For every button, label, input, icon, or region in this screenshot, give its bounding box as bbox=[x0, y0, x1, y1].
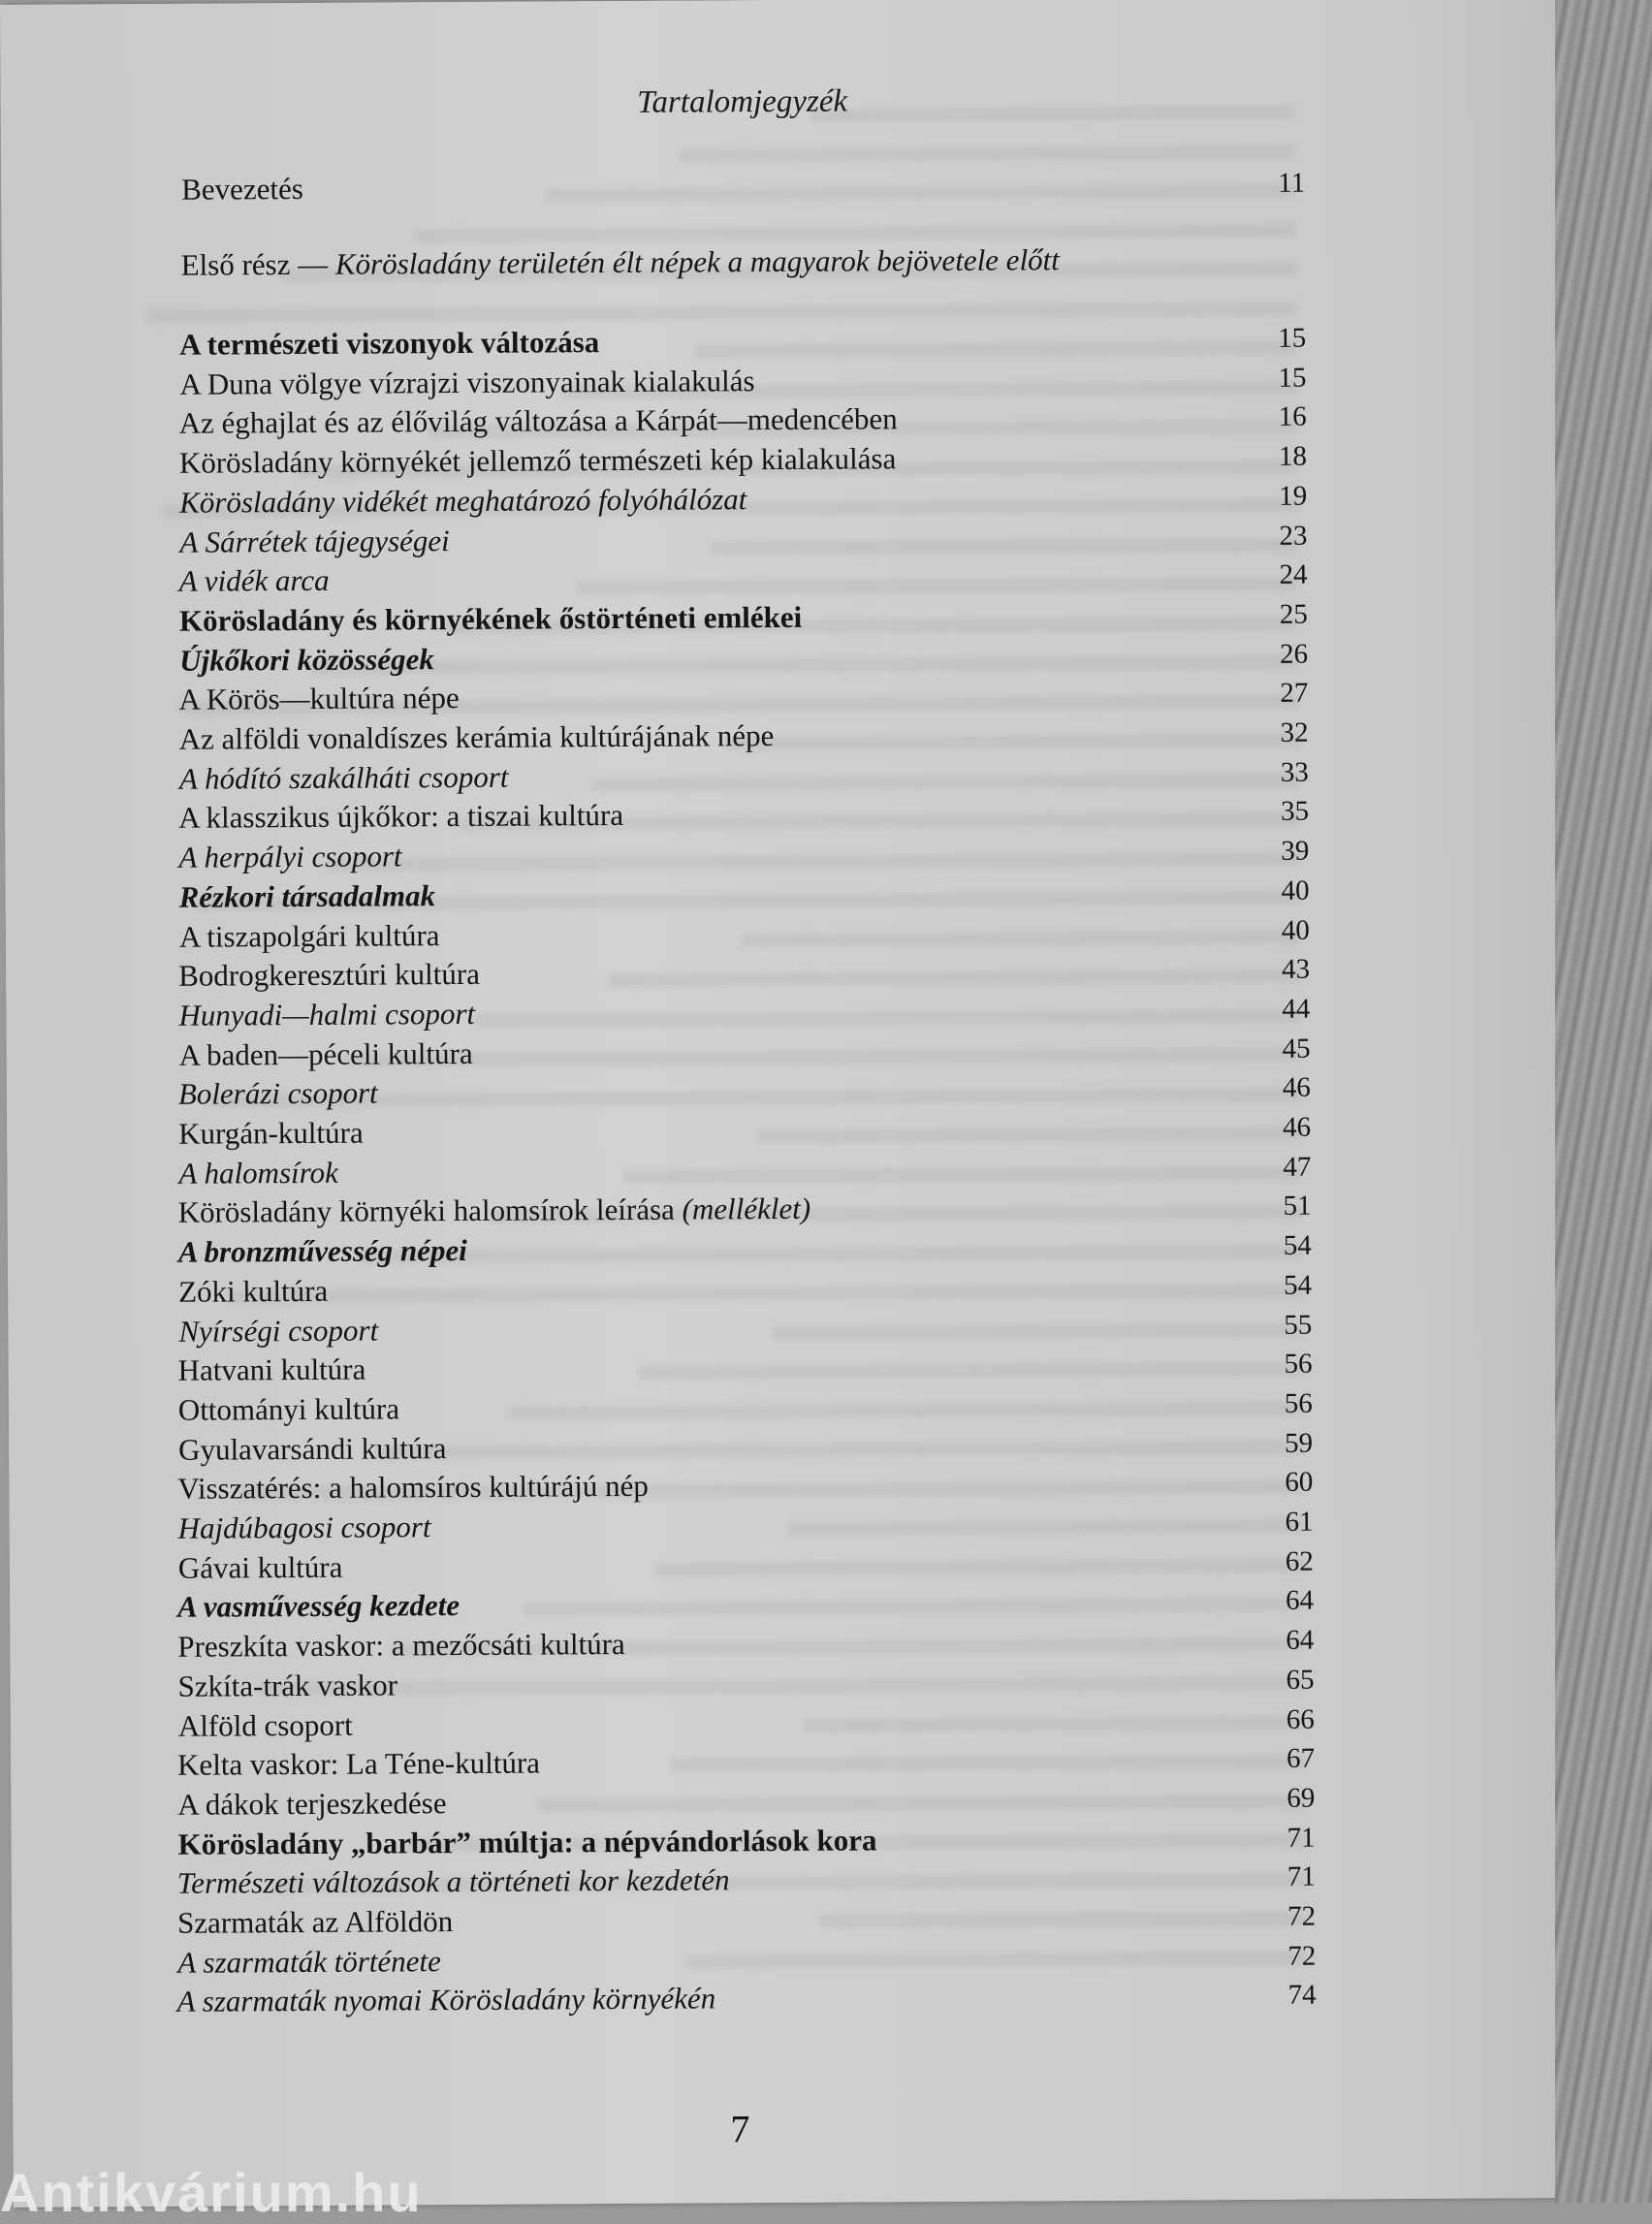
toc-entry bbox=[179, 911, 1310, 957]
toc-entry-page: 44 bbox=[1282, 993, 1311, 1025]
toc-entry-title-text: Nyírségi csoport bbox=[178, 1313, 379, 1349]
toc-entry-title bbox=[179, 362, 754, 404]
toc-entry bbox=[179, 714, 1309, 759]
toc-entry-title bbox=[178, 1312, 378, 1351]
toc-entry-title-text: A szarmaták nyomai Körösladány környékén bbox=[176, 1981, 716, 2018]
toc-entry-title bbox=[177, 1467, 649, 1509]
background-surface bbox=[1555, 0, 1652, 2203]
toc-entry bbox=[179, 872, 1310, 917]
toc-entry bbox=[178, 990, 1310, 1035]
toc-entry-page: 25 bbox=[1279, 598, 1308, 630]
toc-entry bbox=[177, 1581, 1314, 1627]
toc-entry bbox=[179, 635, 1308, 681]
toc-entry bbox=[178, 1306, 1312, 1351]
toc-entry-title bbox=[177, 1821, 876, 1863]
toc-entry-page: 40 bbox=[1281, 914, 1310, 946]
toc-entry-title bbox=[177, 1744, 540, 1785]
toc-entry-page: 32 bbox=[1280, 716, 1309, 748]
toc-entry-title-text: Hatvani kultúra bbox=[177, 1351, 366, 1387]
toc-entry-page: 39 bbox=[1281, 835, 1310, 867]
toc-entry-page: 64 bbox=[1286, 1624, 1315, 1656]
toc-entry bbox=[178, 1266, 1312, 1312]
toc-entry-title-text: Zóki kultúra bbox=[178, 1273, 329, 1309]
toc-entry-title bbox=[178, 1154, 338, 1193]
toc-entry-title bbox=[178, 1548, 343, 1588]
toc-entry bbox=[177, 1779, 1315, 1825]
toc-entry bbox=[179, 437, 1307, 483]
toc-entry-page: 69 bbox=[1287, 1782, 1316, 1814]
toc-entry-title bbox=[177, 1508, 430, 1548]
toc-entry-title bbox=[178, 796, 623, 838]
toc-entry-page: 40 bbox=[1281, 874, 1310, 906]
toc-entry-title-text: Ottományi kultúra bbox=[177, 1391, 400, 1427]
toc-entry bbox=[176, 1976, 1316, 2021]
toc-entry-title-text: A Duna völgye vízrajzi viszonyainak kialakulás bbox=[179, 364, 755, 401]
toc-entry-title-text: Körösladány környéki halomsírok leírása bbox=[177, 1191, 675, 1229]
toc-entry bbox=[178, 1424, 1313, 1470]
toc-entry-page: 51 bbox=[1283, 1190, 1312, 1222]
toc-entry bbox=[177, 1503, 1313, 1548]
toc-entry-title-text: A dákok terjeszkedése bbox=[177, 1786, 447, 1822]
toc-entry-title-text: Gávai kultúra bbox=[177, 1549, 343, 1585]
toc-entry-page: 54 bbox=[1283, 1229, 1312, 1261]
toc-entry-title-text: Az éghajlat és az élővilág változása a Kárpát—medencében bbox=[178, 401, 898, 440]
toc-entry-page: 56 bbox=[1284, 1387, 1313, 1419]
toc-entry-page: 66 bbox=[1286, 1703, 1315, 1735]
toc-entry-title bbox=[179, 640, 434, 681]
toc-entry-title-text: Kelta vaskor: La Téne-kultúra bbox=[177, 1745, 541, 1782]
toc-entry-page: 33 bbox=[1280, 756, 1309, 788]
toc-entry-title-text: A tiszapolgári kultúra bbox=[178, 918, 440, 954]
toc-entry-page: 59 bbox=[1285, 1427, 1314, 1459]
toc-entry-page: 54 bbox=[1284, 1269, 1313, 1301]
part-heading bbox=[181, 242, 1060, 283]
ghost-line bbox=[678, 144, 1295, 162]
toc-entry-title-text: Bevezetés bbox=[181, 171, 303, 207]
toc-entry bbox=[179, 397, 1307, 443]
toc-entry-title-text: Szkíta-trák vaskor bbox=[177, 1668, 398, 1703]
toc-entry-title bbox=[179, 561, 330, 601]
toc-entry-title bbox=[179, 439, 897, 483]
toc-entry-title bbox=[177, 1625, 625, 1667]
toc-entry-title bbox=[181, 170, 303, 209]
toc-entry-title bbox=[179, 1034, 473, 1075]
toc-entry-title-text: A halomsírok bbox=[178, 1155, 338, 1191]
toc-entry bbox=[177, 1739, 1315, 1785]
toc-entry bbox=[177, 1621, 1314, 1667]
page-number: 7 bbox=[730, 2107, 750, 2151]
toc-entry-title bbox=[179, 598, 803, 641]
toc-entry-title-text: Az alföldi vonaldíszes kerámia kultúrájának népe bbox=[178, 718, 775, 756]
toc-entry-page: 55 bbox=[1284, 1309, 1313, 1341]
toc-entry-title-text: Hajdúbagosi csoport bbox=[177, 1509, 431, 1545]
toc-entry bbox=[177, 1897, 1316, 1943]
toc-entry-suffix: (melléklet) bbox=[674, 1191, 811, 1226]
toc-entry-title bbox=[178, 1429, 447, 1470]
toc-entry-title-text: Gyulavarsándi kultúra bbox=[178, 1431, 447, 1467]
part-title: Körösladány területén élt népek a magyarok bejövetele előtt bbox=[334, 242, 1060, 281]
toc-entry-title-text: A szarmaták története bbox=[177, 1944, 441, 1980]
toc-entry-title-text: A herpályi csoport bbox=[178, 839, 402, 874]
toc-entry-title-text: A klasszikus újkőkor: a tiszai kultúra bbox=[178, 797, 624, 835]
toc-entry-page: 23 bbox=[1279, 520, 1308, 552]
toc-entry-title bbox=[176, 1979, 715, 2020]
toc-entry bbox=[177, 1858, 1316, 1903]
toc-entry-title-text: A hódító szakálháti csoport bbox=[178, 759, 509, 796]
toc-entry-page: 18 bbox=[1278, 440, 1307, 472]
toc-entry bbox=[179, 556, 1308, 601]
toc-entry-page: 60 bbox=[1285, 1466, 1314, 1498]
toc-entry-title-text: A baden—péceli kultúra bbox=[178, 1035, 473, 1072]
toc-entry-title-text: A Sárrétek tájegységei bbox=[179, 524, 450, 559]
toc-entry-title-text: Preszkíta vaskor: a mezőcsáti kultúra bbox=[177, 1626, 625, 1664]
toc-entry-page: 65 bbox=[1286, 1664, 1315, 1696]
toc-entry-title bbox=[178, 1114, 364, 1154]
toc-entry-title bbox=[178, 679, 460, 719]
toc-entry bbox=[179, 359, 1306, 404]
toc-entry-page: 45 bbox=[1282, 1033, 1311, 1064]
toc-entry bbox=[178, 1187, 1312, 1232]
toc-entry-page: 74 bbox=[1287, 1979, 1317, 2011]
toc-entry bbox=[179, 319, 1306, 365]
toc-entry-page: 15 bbox=[1278, 322, 1307, 354]
toc-entry-title bbox=[179, 716, 775, 759]
toc-entry-page: 43 bbox=[1282, 953, 1311, 985]
toc-entry-title-text: Körösladány környékét jellemző természeti kép kialakulása bbox=[178, 441, 897, 480]
toc-entry bbox=[179, 1030, 1311, 1075]
page-title: Tartalomjegyzék bbox=[637, 83, 848, 120]
toc-entry bbox=[178, 792, 1309, 838]
toc-entry-title-text: A bronzművesség népei bbox=[177, 1232, 467, 1269]
toc-entry bbox=[178, 832, 1309, 877]
toc-entry-title-text: Körösladány és környékének őstörténeti emlékei bbox=[178, 599, 803, 638]
toc-entry-page: 46 bbox=[1282, 1071, 1311, 1103]
toc-entry-title bbox=[178, 955, 480, 996]
toc-entry-title-text: Rézkori társadalmak bbox=[178, 878, 436, 914]
toc-entry bbox=[178, 1068, 1311, 1114]
toc-entry-title bbox=[177, 1784, 446, 1825]
toc-entry-title bbox=[177, 1860, 730, 1902]
toc-entry-title bbox=[177, 1902, 453, 1943]
toc-entry-title-text: A Körös—kultúra népe bbox=[178, 681, 460, 716]
toc-entry-title bbox=[179, 916, 440, 957]
watermark: Antikvárium.hu bbox=[0, 2162, 423, 2223]
toc-entry-page: 26 bbox=[1280, 638, 1309, 670]
toc-entry-page: 61 bbox=[1285, 1506, 1314, 1538]
toc-entry-title-text: Kurgán-kultúra bbox=[178, 1115, 364, 1151]
toc-entry-title bbox=[179, 399, 898, 443]
toc-entry-title bbox=[179, 876, 436, 917]
toc-entry-title-text: A vasművesség kezdete bbox=[177, 1588, 461, 1624]
toc-entry-page: 71 bbox=[1287, 1860, 1316, 1892]
toc-entry-title bbox=[178, 1706, 353, 1746]
toc-entry-title-text: Bodrogkeresztúri kultúra bbox=[178, 956, 481, 993]
toc-entry-page: 19 bbox=[1279, 480, 1308, 512]
part-lead: Első rész — bbox=[180, 246, 336, 282]
toc-entry bbox=[179, 517, 1307, 562]
toc-entry-page: 72 bbox=[1287, 1900, 1317, 1932]
toc-entry bbox=[177, 1661, 1314, 1706]
toc-entry-title bbox=[178, 1231, 467, 1272]
toc-entry-page: 62 bbox=[1285, 1545, 1314, 1577]
toc-entry-page: 47 bbox=[1283, 1151, 1312, 1183]
ghost-line bbox=[412, 223, 1295, 242]
toc-entry-page: 16 bbox=[1278, 400, 1307, 432]
toc-entry-title bbox=[178, 1350, 366, 1390]
toc-entry bbox=[178, 1345, 1313, 1390]
toc-entry-title-text: Újkőkori közösségek bbox=[179, 642, 434, 678]
toc-entry-title bbox=[178, 1272, 328, 1312]
toc-entry-title-text: Alföld csoport bbox=[177, 1707, 353, 1743]
toc-entry-title bbox=[178, 837, 401, 876]
toc-entry-title bbox=[177, 1942, 441, 1983]
toc-entry bbox=[178, 674, 1308, 719]
toc-entry-title-text: A természeti viszonyok változása bbox=[179, 325, 600, 362]
toc-entry-title-text: Körösladány „barbár” múltja: a népvándorlások kora bbox=[177, 1823, 877, 1861]
toc-entry bbox=[178, 1148, 1311, 1193]
toc-entry-page: 67 bbox=[1286, 1742, 1316, 1774]
toc-entry-title bbox=[178, 1074, 378, 1114]
toc-entry bbox=[178, 1384, 1313, 1430]
toc-entry bbox=[179, 753, 1309, 799]
toc-entry-page: 15 bbox=[1278, 362, 1307, 394]
toc-entry-title-text: Körösladány vidékét meghatározó folyóhálózat bbox=[179, 482, 747, 520]
toc-entry-title-text: Hunyadi—halmi csoport bbox=[178, 996, 476, 1033]
toc-entry-title-text: Visszatérés: a halomsíros kultúrájú nép bbox=[177, 1468, 649, 1506]
toc-entry-title-text: A vidék arca bbox=[178, 562, 330, 598]
toc-entry-title bbox=[179, 522, 450, 562]
toc-entry bbox=[177, 1463, 1313, 1509]
toc-entry-page: 46 bbox=[1283, 1111, 1312, 1143]
toc-entry bbox=[179, 477, 1307, 523]
toc-entry-title bbox=[178, 1190, 811, 1232]
toc-entry-title bbox=[178, 1389, 399, 1429]
toc-entry bbox=[178, 1226, 1312, 1272]
toc-entry-title bbox=[177, 1666, 397, 1705]
toc-entry-page: 71 bbox=[1287, 1822, 1316, 1854]
toc-entry bbox=[178, 950, 1310, 996]
toc-entry-page: 27 bbox=[1280, 677, 1309, 709]
toc-entry bbox=[179, 595, 1308, 641]
toc-entry-page: 56 bbox=[1284, 1348, 1313, 1380]
toc-entry-page: 64 bbox=[1285, 1584, 1315, 1616]
toc-entry-page: 72 bbox=[1287, 1940, 1317, 1972]
toc-entry-title-text: Bolerázi csoport bbox=[177, 1075, 378, 1111]
toc-entry-page: 24 bbox=[1279, 558, 1308, 590]
toc-entry-title-text: Szarmaták az Alföldön bbox=[176, 1904, 454, 1940]
toc-entry-title bbox=[179, 480, 747, 523]
toc-entry bbox=[181, 164, 1305, 209]
toc-entry-title-text: Természeti változások a történeti kor kezdetén bbox=[176, 1862, 730, 1900]
toc-entry-page: 11 bbox=[1278, 167, 1306, 199]
toc-entry-title bbox=[177, 1586, 460, 1627]
toc-entry-page: 35 bbox=[1281, 795, 1310, 827]
toc-entry bbox=[178, 1108, 1311, 1154]
toc-entry-title bbox=[178, 995, 475, 1035]
toc-entry-title bbox=[179, 323, 599, 365]
toc-entry-title bbox=[179, 758, 509, 799]
